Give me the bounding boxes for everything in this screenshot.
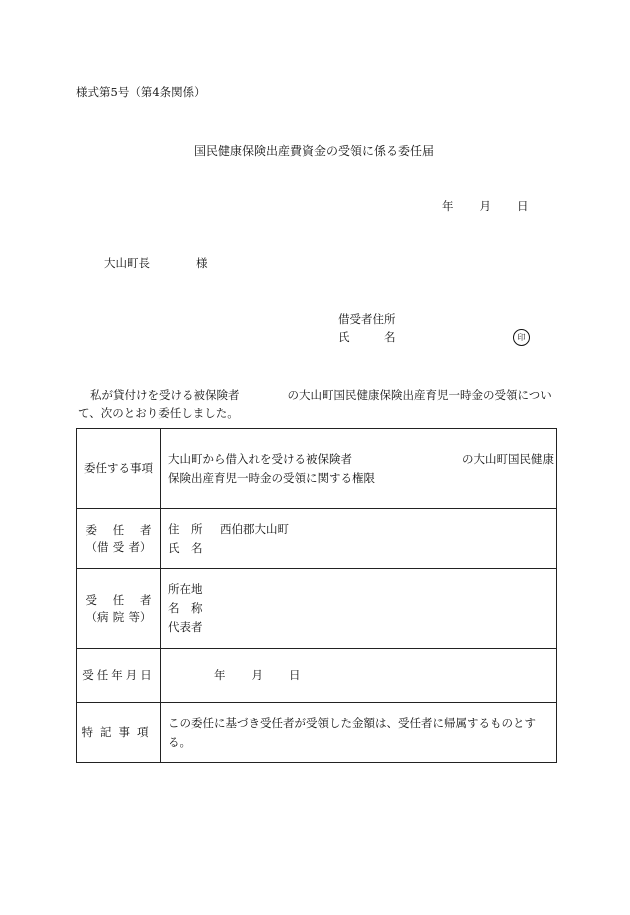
date-year: 年 <box>442 199 454 213</box>
remarks-text: この委任に基づき受任者が受領した金額は、受任者に帰属するものとする。 <box>161 703 557 763</box>
delegation-table <box>76 428 557 763</box>
delegated-matter-text <box>161 429 557 509</box>
delegate-location-label: 所在地 <box>168 582 203 596</box>
row-acceptance-date <box>77 649 557 703</box>
label-char: 任 <box>112 592 125 607</box>
delegate-details <box>161 569 557 649</box>
acceptance-month: 月 <box>251 668 263 682</box>
row-delegator <box>77 509 557 569</box>
delegator-details <box>161 509 557 569</box>
borrower-address-label: 借受者住所 <box>338 312 396 326</box>
acceptance-year: 年 <box>214 668 226 682</box>
label-char: 受 <box>112 539 125 554</box>
intro-paragraph <box>78 386 556 422</box>
label-remarks: 特記事項 <box>77 703 161 763</box>
label-char: 委 <box>85 522 97 537</box>
row-remarks <box>77 703 557 763</box>
label-acceptance-date: 受任年月日 <box>77 649 161 703</box>
label-delegated-matter: 委任する事項 <box>77 429 161 509</box>
delegator-address-label: 住 所 <box>168 521 203 536</box>
row-delegate <box>77 569 557 649</box>
document-title: 国民健康保険出産費資金の受領に係る委任届 <box>194 144 435 158</box>
date-month: 月 <box>479 199 491 213</box>
delegate-representative-label: 代表者 <box>168 620 203 634</box>
addressee <box>104 255 208 271</box>
delegated-matter-text-a: 大山町から借入れを受ける被保険者 <box>168 451 352 466</box>
delegator-name-label: 氏 名 <box>168 540 203 555</box>
label-char: （病 <box>85 609 109 624</box>
delegator-address-value: 西伯郡大山町 <box>220 521 289 536</box>
form-number: 様式第5号（第4条関係） <box>76 85 206 99</box>
intro-part2: の大山町国民健康保険出産育児一時金の受領について、次のとおり委任しました。 <box>78 388 552 420</box>
acceptance-date-value <box>161 649 557 703</box>
intro-part1: 私が貸付けを受ける被保険者 <box>90 388 240 402</box>
seal-mark: 印 <box>513 329 530 346</box>
label-char: 受 <box>85 592 97 607</box>
label-char: 院 <box>112 609 125 624</box>
addressee-honorific: 様 <box>196 256 208 270</box>
label-char: 等） <box>128 609 152 624</box>
label-char: 者 <box>140 592 152 607</box>
label-char: 任 <box>112 522 125 537</box>
date-day: 日 <box>517 199 529 213</box>
label-char: 者） <box>128 539 152 554</box>
label-delegator <box>77 509 161 569</box>
borrower-name-label: 氏 名 <box>338 330 396 344</box>
addressee-name: 大山町長 <box>104 256 150 270</box>
label-delegate <box>77 569 161 649</box>
label-char: 者 <box>140 522 152 537</box>
date-line <box>442 198 529 214</box>
borrower-block <box>338 311 396 347</box>
delegated-matter-text-b: の大山町国民健康保険出産育児一時金の受領に関する権限 <box>168 451 554 485</box>
row-delegated-matter <box>77 429 557 509</box>
delegate-name-label: 名 称 <box>168 601 203 615</box>
label-char: （借 <box>85 539 109 554</box>
acceptance-day: 日 <box>289 668 301 682</box>
